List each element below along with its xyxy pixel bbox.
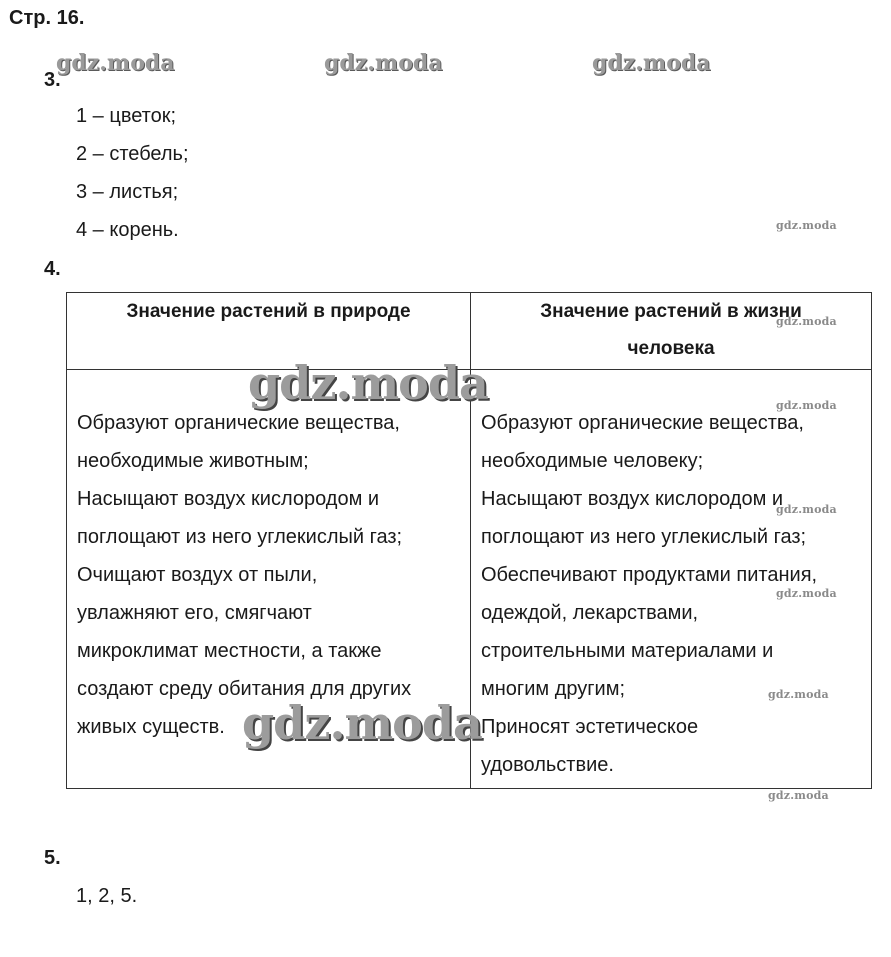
cell-line: Приносят эстетическое xyxy=(481,716,699,738)
watermark: gdz.moda xyxy=(248,356,488,410)
watermark: gdz.moda xyxy=(56,50,175,76)
question-5-number: 5. xyxy=(44,847,61,869)
watermark: gdz.moda xyxy=(776,315,837,328)
cell-line: необходимые человеку; xyxy=(481,450,704,472)
cell-line: создают среду обитания для других xyxy=(77,678,412,700)
cell-line: Образуют органические вещества, xyxy=(481,412,804,434)
answer-item: 3 – листья; xyxy=(76,181,179,203)
cell-line: необходимые животным; xyxy=(77,450,309,472)
answer-item: 4 – корень. xyxy=(76,219,179,241)
cell-line: Насыщают воздух кислородом и xyxy=(481,488,784,510)
cell-line: Насыщают воздух кислородом и xyxy=(77,488,380,510)
question-5-answer: 1, 2, 5. xyxy=(76,885,138,907)
watermark: gdz.moda xyxy=(242,696,482,750)
question-3-answers xyxy=(76,97,189,249)
cell-line: Образуют органические вещества, xyxy=(77,412,400,434)
watermark: gdz.moda xyxy=(324,50,443,76)
watermark: gdz.moda xyxy=(776,503,837,516)
cell-line: строительными материалами и xyxy=(481,640,774,662)
question-4-number: 4. xyxy=(44,258,61,280)
cell-line: многим другим; xyxy=(481,678,626,700)
cell-line: увлажняют его, смягчают xyxy=(77,602,312,624)
answer-item: 1 – цветок; xyxy=(76,105,177,127)
table-header-human: Значение растений в жизни человека xyxy=(471,293,872,370)
page-title: Стр. 16. xyxy=(9,7,85,29)
cell-line: Обеспечивают продуктами питания, xyxy=(481,564,818,586)
question-3-number: 3. xyxy=(44,69,61,91)
watermark: gdz.moda xyxy=(776,587,837,600)
watermark: gdz.moda xyxy=(768,789,829,802)
table-cell-human xyxy=(471,370,872,789)
cell-line: поглощают из него углекислый газ; xyxy=(77,526,403,548)
watermark: gdz.moda xyxy=(776,399,837,412)
cell-line: живых существ. xyxy=(77,716,225,738)
cell-line: микроклимат местности, а также xyxy=(77,640,382,662)
cell-line: одеждой, лекарствами, xyxy=(481,602,699,624)
watermark: gdz.moda xyxy=(768,688,829,701)
watermark: gdz.moda xyxy=(776,219,837,232)
cell-line: поглощают из него углекислый газ; xyxy=(481,526,807,548)
table-header-nature: Значение растений в природе xyxy=(67,293,471,370)
cell-line: удовольствие. xyxy=(481,754,614,776)
cell-line: Очищают воздух от пыли, xyxy=(77,564,318,586)
watermark: gdz.moda xyxy=(592,50,711,76)
answer-item: 2 – стебель; xyxy=(76,143,189,165)
